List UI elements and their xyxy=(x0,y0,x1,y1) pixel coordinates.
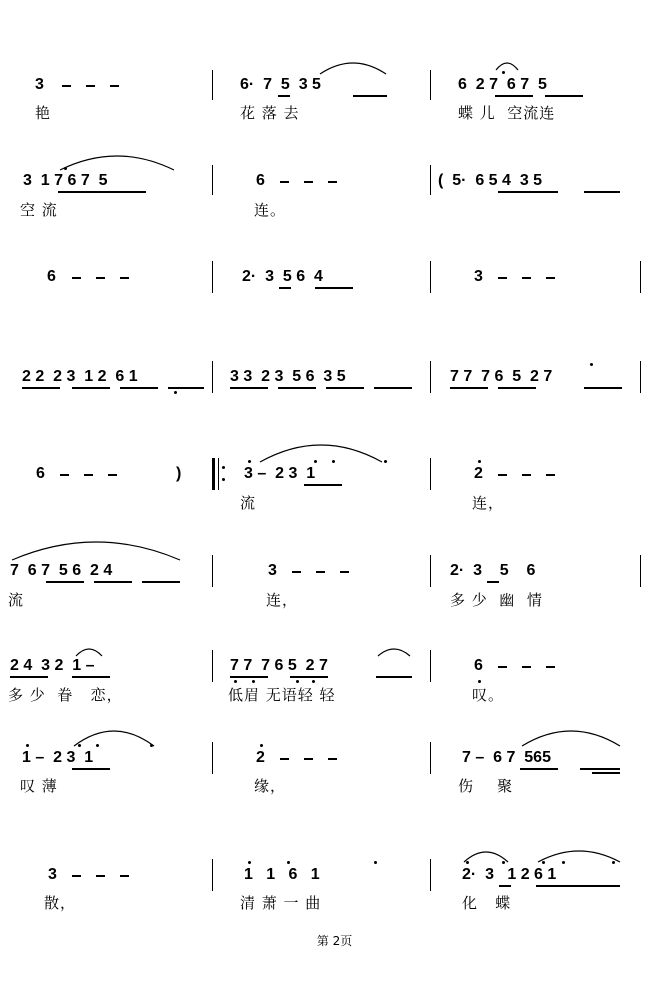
underline xyxy=(278,387,316,389)
barline xyxy=(640,361,641,393)
underline xyxy=(592,772,620,774)
underline xyxy=(450,387,488,389)
slur xyxy=(72,726,156,748)
repeat-barline-thick xyxy=(212,458,215,490)
repeat-barline-thin xyxy=(218,458,219,490)
dash xyxy=(546,474,555,476)
closing-paren: ) xyxy=(176,465,182,482)
dash xyxy=(498,666,507,668)
underline xyxy=(536,885,620,887)
underline xyxy=(499,885,511,887)
dash xyxy=(280,181,289,183)
lyric-line: 连。 xyxy=(254,201,287,219)
underline xyxy=(376,676,412,678)
barline xyxy=(212,165,213,195)
underline xyxy=(520,768,558,770)
measure-8-2-notes: 2 xyxy=(256,749,265,766)
measure-8-3-notes: 7 – 6 7 565 xyxy=(462,749,551,766)
slur xyxy=(10,538,182,562)
dash xyxy=(120,875,129,877)
measure-3-2-notes: 2· 3 5 6 4 xyxy=(242,268,323,285)
underline xyxy=(142,581,180,583)
underline xyxy=(279,287,291,289)
underline xyxy=(584,191,620,193)
dash xyxy=(328,181,337,183)
slur xyxy=(494,58,520,72)
high-dot xyxy=(248,460,251,463)
lyric-line: 多 少 眷 恋， xyxy=(8,686,123,704)
measure-1-1-notes: 3 xyxy=(35,76,44,93)
high-dot xyxy=(287,861,290,864)
high-dot xyxy=(26,744,29,747)
low-dot xyxy=(312,680,315,683)
page-number: 第 2页 xyxy=(316,934,353,948)
measure-6-1-notes: 7 6 7 5 6 2 4 xyxy=(10,562,113,579)
barline xyxy=(212,742,213,774)
barline xyxy=(212,555,213,587)
slur xyxy=(520,726,622,748)
measure-5-3-notes: 2 xyxy=(474,465,483,482)
measure-9-2-notes: 1 1 6 1 xyxy=(244,866,320,883)
dash xyxy=(498,277,507,279)
underline xyxy=(278,95,290,97)
barline xyxy=(430,70,431,100)
measure-1-2-notes: 6· 7 5 3 5 xyxy=(240,76,321,93)
underline xyxy=(374,387,412,389)
dash xyxy=(498,474,507,476)
measure-4-2-notes: 3 3 2 3 5 6 3 5 xyxy=(230,368,346,385)
dash xyxy=(546,666,555,668)
underline xyxy=(315,287,353,289)
dash xyxy=(328,758,337,760)
measure-7-3-notes: 6 xyxy=(474,657,483,674)
high-dot xyxy=(248,861,251,864)
underline xyxy=(487,581,499,583)
underline xyxy=(120,387,158,389)
barline xyxy=(430,261,431,293)
barline xyxy=(212,361,213,393)
slur xyxy=(258,440,384,464)
dash xyxy=(120,277,129,279)
lyric-line: 蝶 儿 空流连 xyxy=(458,104,556,122)
lyric-line: 多 少 幽 情 xyxy=(450,591,543,609)
underline xyxy=(304,484,342,486)
underline xyxy=(58,191,146,193)
dash xyxy=(110,85,119,87)
underline xyxy=(94,581,132,583)
barline xyxy=(212,70,213,100)
dash xyxy=(522,666,531,668)
dash xyxy=(292,571,301,573)
dash xyxy=(108,474,117,476)
lyric-line: 伤 聚 xyxy=(458,777,514,795)
underline xyxy=(46,581,84,583)
measure-1-3-notes: 6 2 7 6 7 5 xyxy=(458,76,547,93)
measure-3-3-notes: 3 xyxy=(474,268,483,285)
underline xyxy=(498,387,536,389)
lyric-line: 流 xyxy=(240,494,257,512)
repeat-dot xyxy=(222,466,225,469)
lyric-line: 空 流 xyxy=(20,201,58,219)
measure-4-1-notes: 2 2 2 3 1 2 6 1 xyxy=(22,368,138,385)
dash xyxy=(522,277,531,279)
dash xyxy=(340,571,349,573)
dash xyxy=(62,85,71,87)
barline xyxy=(430,859,431,891)
lyric-line: 艳 xyxy=(35,104,52,122)
measure-8-1-notes: 1 – 2 3 1 xyxy=(22,749,94,766)
barline xyxy=(640,261,641,293)
lyric-line: 缘， xyxy=(254,777,287,795)
underline xyxy=(72,676,110,678)
measure-2-1-notes: 3 1 7 6 7 5 xyxy=(23,172,108,189)
barline xyxy=(430,555,431,587)
lyric-line: 低眉 无语轻 轻 xyxy=(228,686,336,704)
underline xyxy=(580,768,620,770)
lyric-line: 清 萧 一 曲 xyxy=(240,894,322,912)
underline xyxy=(353,95,387,97)
underline xyxy=(10,676,48,678)
high-dot xyxy=(478,460,481,463)
dash xyxy=(86,85,95,87)
lyric-line: 花 落 去 xyxy=(240,104,300,122)
dash xyxy=(546,277,555,279)
dash xyxy=(280,758,289,760)
underline xyxy=(584,387,622,389)
high-dot xyxy=(384,460,387,463)
lyric-line: 连， xyxy=(266,591,299,609)
barline xyxy=(430,165,431,195)
barline xyxy=(430,742,431,774)
slur xyxy=(58,152,176,172)
barline xyxy=(430,361,431,393)
high-dot xyxy=(590,363,593,366)
underline xyxy=(168,387,204,389)
underline xyxy=(72,387,110,389)
repeat-dot xyxy=(222,478,225,481)
dash xyxy=(304,181,313,183)
lyric-line: 叹。 xyxy=(472,686,505,704)
barline xyxy=(430,458,431,490)
dash xyxy=(96,277,105,279)
dash xyxy=(316,571,325,573)
lyric-line: 流 xyxy=(8,591,25,609)
measure-3-1-notes: 6 xyxy=(47,268,56,285)
underline xyxy=(495,95,533,97)
underline xyxy=(326,387,364,389)
measure-9-3-notes: 2· 3 1 2 6 1 xyxy=(462,866,557,883)
slur xyxy=(536,846,622,864)
barline xyxy=(212,650,213,682)
barline xyxy=(212,859,213,891)
dash xyxy=(72,277,81,279)
measure-2-3-notes: ( 5· 6 5 4 3 5 xyxy=(438,172,543,189)
measure-7-1-notes: 2 4 3 2 1 – xyxy=(10,657,95,674)
dash xyxy=(60,474,69,476)
low-dot xyxy=(296,680,299,683)
slur xyxy=(74,644,104,658)
underline xyxy=(290,676,328,678)
low-dot xyxy=(478,680,481,683)
dash xyxy=(96,875,105,877)
measure-5-2-notes: 3 – 2 3 1 xyxy=(244,465,316,482)
lyric-line: 叹 薄 xyxy=(20,777,58,795)
underline xyxy=(545,95,583,97)
measure-6-3-notes: 2· 3 5 6 xyxy=(450,562,536,579)
high-dot xyxy=(260,744,263,747)
barline xyxy=(430,650,431,682)
low-dot xyxy=(252,680,255,683)
underline xyxy=(498,191,558,193)
high-dot xyxy=(374,861,377,864)
dash xyxy=(72,875,81,877)
underline xyxy=(22,387,60,389)
low-dot xyxy=(174,391,177,394)
measure-6-2-notes: 3 xyxy=(268,562,277,579)
measure-9-1-notes: 3 xyxy=(48,866,57,883)
slur xyxy=(318,58,388,76)
underline xyxy=(230,387,268,389)
low-dot xyxy=(234,680,237,683)
measure-4-3-notes: 7 7 7 6 5 2 7 xyxy=(450,368,553,385)
measure-7-2-notes: 7 7 7 6 5 2 7 xyxy=(230,657,328,674)
dash xyxy=(304,758,313,760)
underline xyxy=(230,676,268,678)
barline xyxy=(640,555,641,587)
slur xyxy=(462,846,510,864)
measure-2-2-notes: 6 xyxy=(256,172,265,189)
lyric-line: 散， xyxy=(44,894,77,912)
barline xyxy=(212,261,213,293)
measure-5-1-notes: 6 xyxy=(36,465,45,482)
slur xyxy=(376,644,412,658)
lyric-line: 连， xyxy=(472,494,505,512)
lyric-line: 化 蝶 xyxy=(462,894,512,912)
dash xyxy=(84,474,93,476)
underline xyxy=(72,768,110,770)
dash xyxy=(522,474,531,476)
